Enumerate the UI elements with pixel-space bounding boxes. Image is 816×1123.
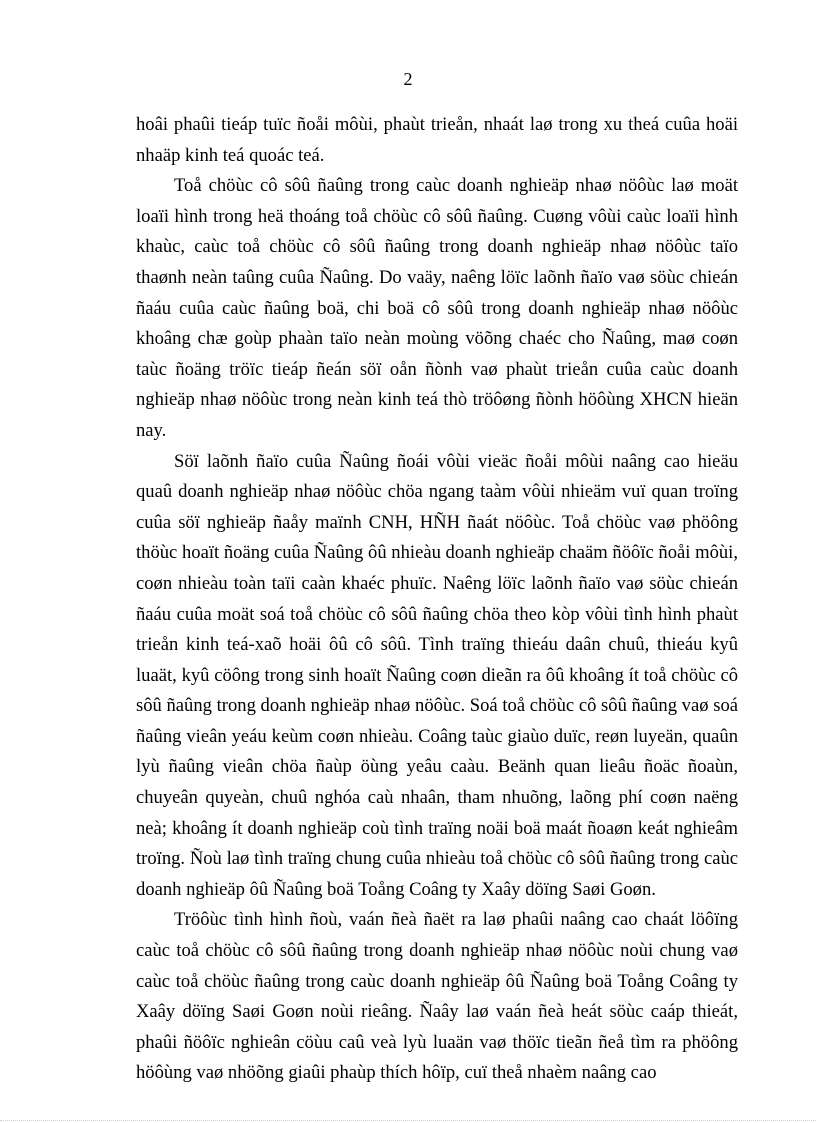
paragraph: Toå chöùc cô sôû ñaûng trong caùc doanh nghieäp nhaø nöôùc laø moät loaïi hình trong heä thoáng toå chöùc cô sôû ñaûng. Cuøng vôùi caùc loaïi hình khaùc, caùc toå chöùc cô sôû ñaûng trong doanh nghieäp nhaø nöôùc taïo thaønh neàn taûng cuûa Ñaûng. Do vaäy, naêng löïc laõnh ñaïo vaø söùc chieán ñaáu cuûa caùc ñaûng boä, chi boä cô sôû trong doanh nghieäp nhaø nöôùc khoâng chæ goùp phaàn taïo neàn moùng vöõng chaéc cho Ñaûng, maø coøn taùc ñoäng tröïc tieáp ñeán söï oån ñònh vaø phaùt trieån cuûa caùc doanh nghieäp nhaø nöôùc trong neàn kinh teá thò tröôøng ñònh höôùng XHCN hieän nay. [136, 175, 738, 441]
page-number: 2 [403, 69, 413, 89]
body-text [136, 110, 738, 1089]
paragraph: Tröôùc tình hình ñoù, vaán ñeà ñaët ra laø phaûi naâng cao chaát löôïng caùc toå chöùc cô sôû ñaûng trong doanh nghieäp nhaø nöôùc noùi chung vaø caùc toå chöùc ñaûng trong caùc doanh nghieäp ôû Ñaûng boä Toång Coâng ty Xaây döïng Saøi Goøn noùi rieâng. Ñaây laø vaán ñeà heát söùc caáp thieát, phaûi ñöôïc nghieân cöùu caû veà lyù luaän vaø thöïc tieãn ñeå tìm ra phöông höôùng vaø nhöõng giaûi phaùp thích hôïp, cuï theå nhaèm naâng cao [136, 909, 738, 1084]
paragraph: Söï laõnh ñaïo cuûa Ñaûng ñoái vôùi vieäc ñoåi môùi naâng cao hieäu quaû doanh nghieäp nhaø nöôùc chöa ngang taàm vôùi nhieäm vuï quan troïng cuûa söï nghieäp ñaåy maïnh CNH, HÑH ñaát nöôùc. Toå chöùc vaø phöông thöùc hoaït ñoäng cuûa Ñaûng ôû nhieàu doanh nghieäp chaäm ñöôïc ñoåi môùi, coøn nhieàu toàn taïi caàn khaéc phuïc. Naêng löïc laõnh ñaïo vaø söùc chieán ñaáu cuûa moät soá toå chöùc cô sôû ñaûng chöa theo kòp vôùi tình hình phaùt trieån kinh teá-xaõ hoäi ôû cô sôû. Tình traïng thieáu daân chuû, thieáu kyû luaät, kyû cöông trong sinh hoaït Ñaûng coøn dieãn ra ôû khoâng ít toå chöùc cô sôû ñaûng trong doanh nghieäp nhaø nöôùc. Soá toå chöùc cô sôû ñaûng vaø soá ñaûng vieân yeáu keùm coøn nhieàu. Coâng taùc giaùo duïc, reøn luyeän, quaûn lyù ñaûng vieân chöa ñaùp öùng yeâu caàu. Beänh quan lieâu ñoäc ñoaùn, chuyeân quyeàn, chuû nghóa caù nhaân, tham nhuõng, laõng phí coøn naëng neà; khoâng ít doanh nghieäp coù tình traïng noäi boä maát ñoaøn keát nghieâm troïng. Ñoù laø tình traïng chung cuûa nhieàu toå chöùc cô sôû ñaûng trong caùc doanh nghieäp ôû Ñaûng boä Toång Coâng ty Xaây döïng Saøi Goøn. [136, 450, 738, 900]
page-bottom-divider [0, 1120, 816, 1121]
paragraph-continued: hoâi phaûi tieáp tuïc ñoåi môùi, phaùt trieån, nhaát laø trong xu theá cuûa hoäi nhaäp kinh teá quoác teá. [136, 114, 738, 166]
